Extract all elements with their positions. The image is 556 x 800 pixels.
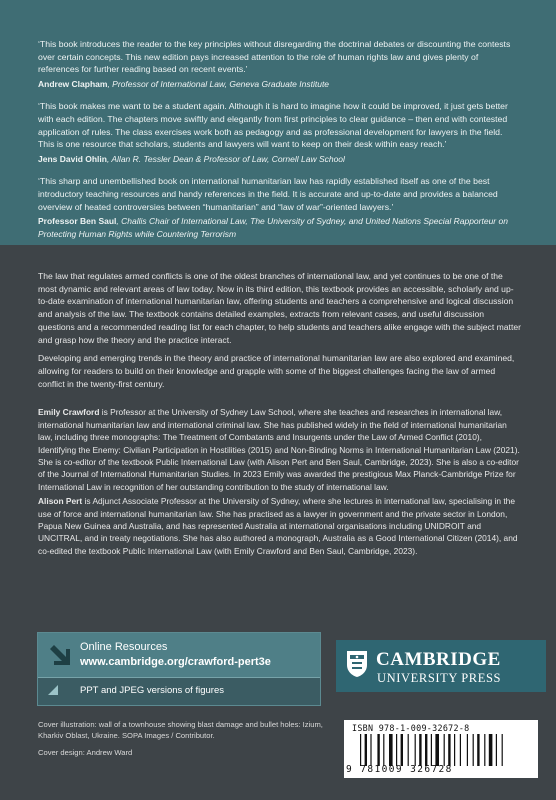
praise-role-3: , Challis Chair of International Law, The University of Sydney, and United Nations Special Rapporteur on Protecting Human Rights while Countering Terrorism	[38, 216, 508, 239]
university-crest-icon	[346, 650, 368, 678]
praise-quote-3: ‘This sharp and unembellished book on international humanitarian law has rapidly established itself as one of the best introductory teaching resources and handy references in the field. It is accurate and up-to-date and provides a balanced overview of heated controversies between “humanitarian” and “law of war”-oriented lawyers.’	[38, 176, 498, 212]
author-bio-text-2: is Adjunct Associate Professor at the University of Sydney, where she lectures in international law, specialising in the use of force and international humanitarian law. She has practised as a lawyer in government and the private sector in London, Papua New Guinea and Australia, and has represented Australia at international organisations including UNIDROIT and UNCITRAL, and in treaty negotiations. She has also authored a monograph, Australia as a Good International Citizen (2014), and co-edited the textbook Public International Law (with Emily Crawford and Ben Saul, Cambridge, 2023).	[38, 496, 518, 556]
barcode-bar	[377, 734, 379, 766]
barcode-bar	[431, 734, 432, 766]
author-bio-text-1: is Professor at the University of Sydney Law School, where she teaches and researches in international law, international humanitarian law and international criminal law. She has published widely in the field of international humanitarian law, including three monographs: The Treatment of Combatants and Insurgents under the Law of Armed Conflict (2010), Identifying the Enemy: Civilian Participation in Hostilities (2015) and Non-Binding Norms in International Humanitarian Law (2021). She is co-editor of the textbook Public International Law (with Alison Pert and Ben Saul, Cambridge, 2023). She is also a co-editor of the Journal of International Humanitarian Studies. In 2023 Emily was awarded the prestigious Max Planck-Cambridge Prize for International Law in recognition of her outstanding contribution to the study of international law.	[38, 407, 520, 492]
barcode-bar	[496, 734, 497, 766]
author-bio-2	[38, 495, 522, 557]
online-resources-header	[38, 633, 320, 677]
praise-role-2: , Allan R. Tessler Dean & Professor of Law, Cornell Law School	[106, 153, 345, 164]
publisher-name-line2: UNIVERSITY PRESS	[377, 671, 502, 685]
cover-design-credit: Cover design: Andrew Ward	[38, 748, 133, 757]
barcode-bar	[415, 734, 416, 766]
praise-name-1: Andrew Clapham	[38, 78, 108, 89]
online-resources-box	[37, 632, 321, 706]
isbn-barcode	[344, 720, 538, 778]
barcode-bar	[360, 734, 361, 766]
barcode-bar	[454, 734, 455, 766]
barcode-bar	[383, 734, 384, 766]
cover-credits	[38, 719, 328, 764]
praise-name-3: Professor Ben Saul	[38, 216, 117, 227]
barcode-bar	[460, 734, 461, 766]
cover-illustration-credit: Cover illustration: wall of a townhouse showing blast damage and bullet holes: Izium, Kharkiv Oblast, Ukraine. SOPA Images / Contributor.	[38, 720, 323, 740]
description-paragraph-1: The law that regulates armed conflicts is one of the oldest branches of international law, and yet continues to be one of the most dynamic and relevant areas of law today. Now in its third edition, this textbook provides an accessible, scholarly and up-to-date examination of international humanitarian law, offering students and teachers a comprehensive and logical discussion and analysis of the law. The textbook contains detailed examples, extracts from relevant cases, and useful discussion questions and a recommended reading list for each chapter, to help students and teachers alike engage with the subject matter and grasp how the theory and the practice interact.	[38, 271, 521, 345]
praise-quote-2: ‘This book makes me want to be a student again. Although it is hard to imagine how it could be improved, it just gets better with each edition. The chapters move swiftly and elegantly from first principles to clear guidance – then end with contested application of rules. The class exercises work both as pedagogy and as professional development for lawyers in the field. This is one resource that scholars, students and lawyers will want to keep on their desk within easy reach.’	[38, 101, 508, 150]
barcode-bar	[444, 734, 445, 766]
triangle-bullet-icon	[48, 685, 58, 695]
praise-panel	[0, 0, 556, 245]
praise-quote-1: ‘This book introduces the reader to the key principles without disregarding the doctrinal debates or discounting the contests over certain concepts. This new edition pays increased attention to the role of human rights law and gives plenty of references for further reading based on recent events.’	[38, 39, 511, 75]
author-bio-1	[38, 406, 522, 493]
barcode-bars	[358, 734, 526, 766]
praise-attribution-1	[38, 78, 520, 91]
online-resources-item: PPT and JPEG versions of figures	[80, 685, 224, 696]
barcode-bar	[389, 734, 393, 766]
praise-name-2: Jens David Ohlin	[38, 153, 107, 164]
online-resources-divider	[38, 677, 320, 678]
praise-attribution-2	[38, 153, 520, 166]
barcode-bar	[484, 734, 485, 766]
publisher-name-line1: CAMBRIDGE	[376, 649, 501, 670]
author-name-2: Alison Pert	[38, 496, 83, 507]
barcode-bar	[467, 734, 468, 766]
online-resources-title: Online Resources	[80, 641, 168, 653]
barcode-bar	[401, 734, 403, 766]
barcode-bar	[502, 734, 503, 766]
isbn-text: ISBN 978-1-009-32672-8	[352, 723, 470, 733]
online-resources-link[interactable]: www.cambridge.org/crawford-pert3e	[80, 656, 271, 668]
barcode-bar	[370, 734, 371, 766]
publisher-logo	[336, 640, 546, 692]
barcode-bar	[425, 734, 427, 766]
barcode-bar	[435, 734, 439, 766]
barcode-bar	[365, 734, 367, 766]
barcode-bar	[473, 734, 474, 766]
barcode-bar	[448, 734, 450, 766]
description-paragraph-2: Developing and emerging trends in the theory and practice of international humanitarian law are also explored and examined, allowing for readers to build on their knowledge and grapple with some of the biggest challenges facing the law of armed conflict in the twenty-first century.	[38, 353, 515, 389]
praise-role-1: , Professor of International Law, Geneva Graduate Institute	[107, 78, 330, 89]
barcode-bar	[419, 734, 421, 766]
barcode-bar	[477, 734, 479, 766]
book-description	[38, 270, 522, 559]
barcode-digits: 9 781009 326728	[346, 764, 453, 775]
barcode-bar	[489, 734, 493, 766]
praise-attribution-3	[38, 215, 520, 240]
arrow-down-right-icon	[46, 641, 74, 669]
barcode-bar	[396, 734, 397, 766]
barcode-bar	[408, 734, 409, 766]
author-name-1: Emily Crawford	[38, 407, 100, 418]
